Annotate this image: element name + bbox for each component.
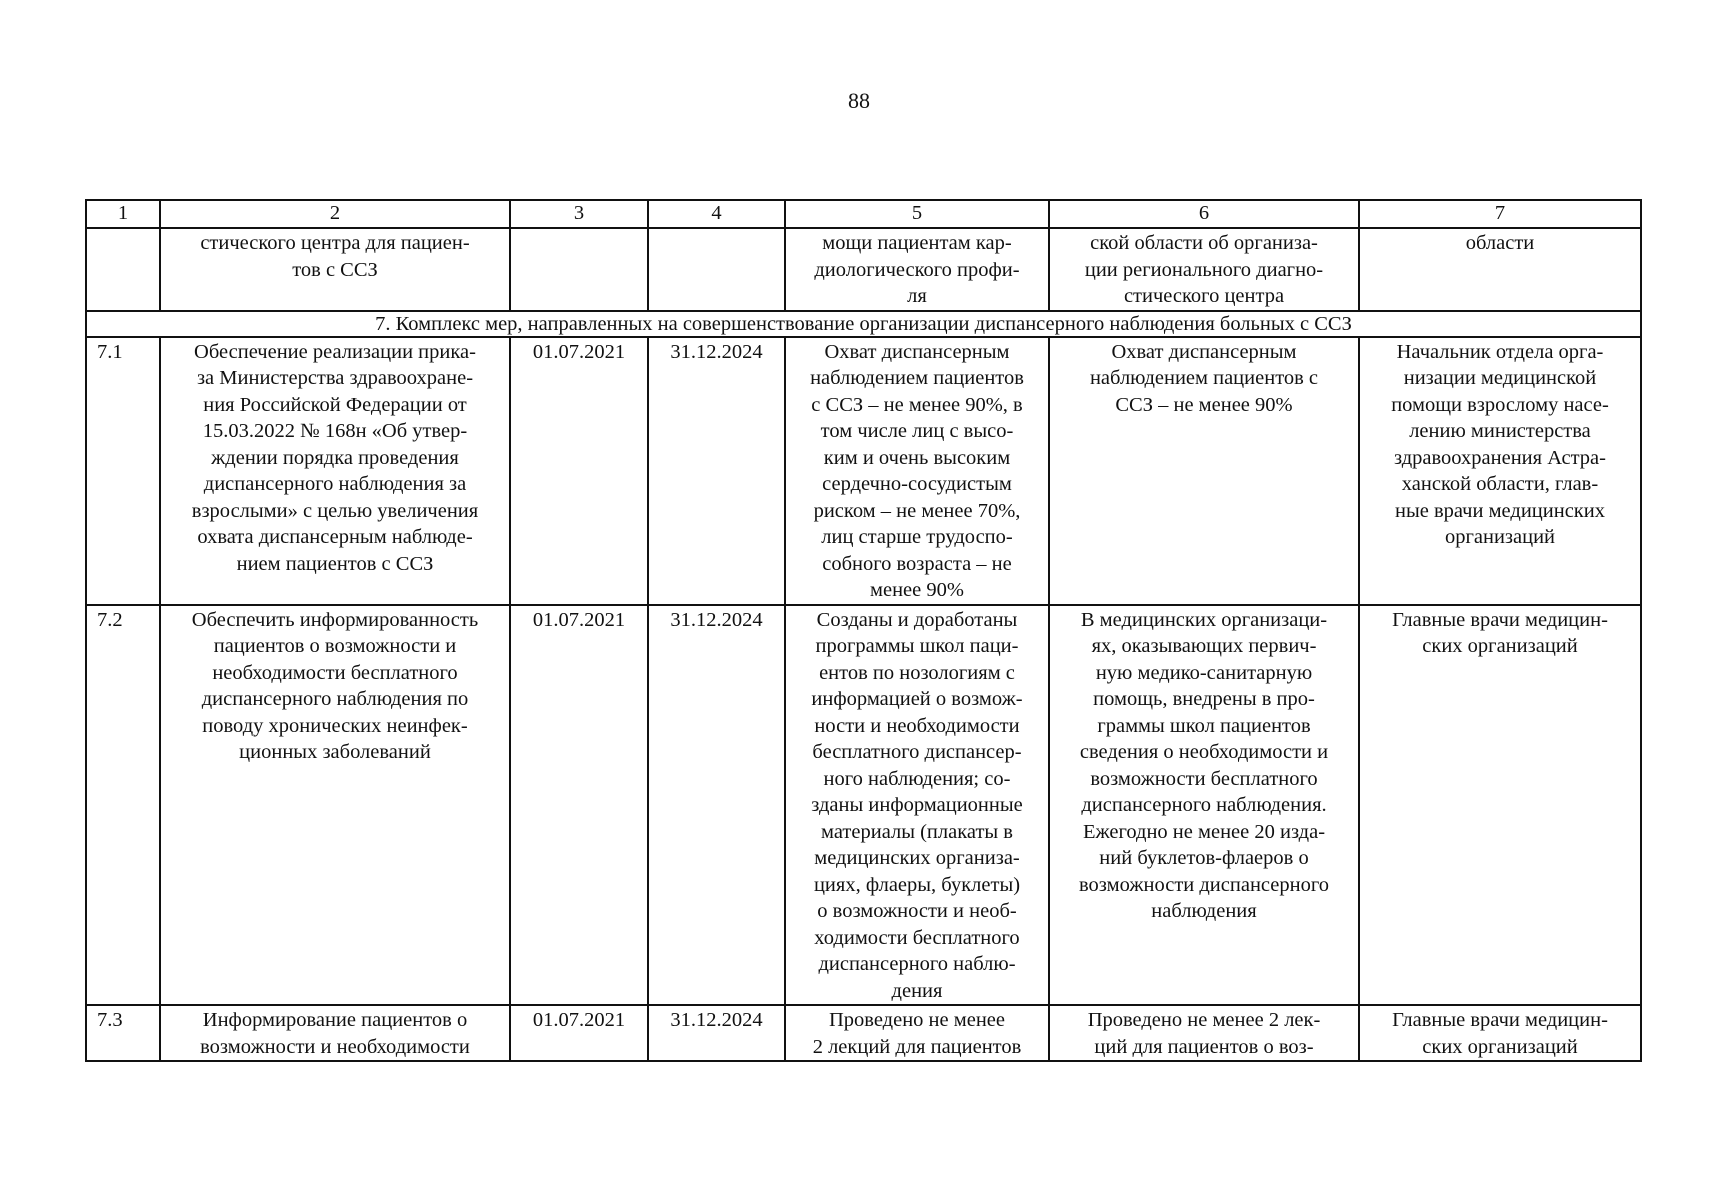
indicator-cell: Охват диспансерным наблюдением пациентов с ССЗ – не менее 90%: [1049, 337, 1359, 605]
section-heading-row: [86, 311, 1641, 337]
measure-cell: Обеспечить информированность пациентов о возможности и необходимости бесплатного диспансерного наблюдения по поводу хронических неинфек- ционных заболеваний: [160, 605, 510, 1006]
start-date-cell: 01.07.2021: [510, 605, 648, 1006]
measure-cell: Информирование пациентов о возможности и необходимости: [160, 1005, 510, 1061]
measures-table: [85, 199, 1642, 1062]
header-cell: 6: [1049, 200, 1359, 228]
indicator-cell: В медицинских организаци- ях, оказывающих первич- ную медико-санитарную помощь, внедрены в про- граммы школ пациентов сведения о необходимости и возможности бесплатного диспансерного наблюдения. Ежегодно не менее 20 изда- ний буклетов-флаеров о возможности диспансерного наблюдения: [1049, 605, 1359, 1006]
end-date-cell: 31.12.2024: [648, 605, 785, 1006]
table-cell: ской области об организа- ции регионального диагно- стического центра: [1049, 228, 1359, 311]
result-cell: Созданы и доработаны программы школ паци- ентов по нозологиям с информацией о возмож- ности и необходимости бесплатного диспансер- ного наблюдения; со- зданы информационные материалы (плакаты в медицинских организа- циях, флаеры, буклеты) о возможности и необ- ходимости бесплатного диспансерного наблю- дения: [785, 605, 1049, 1006]
table-row: [86, 337, 1641, 605]
measure-cell: Обеспечение реализации прика- за Министерства здравоохране- ния Российской Федерации от 15.03.2022 № 168н «Об утвер- ждении порядка проведения диспансерного наблюдения за взрослыми» с целью увеличения охвата диспансерным наблюде- нием пациентов с ССЗ: [160, 337, 510, 605]
page-number: 88: [848, 88, 870, 113]
end-date-cell: 31.12.2024: [648, 337, 785, 605]
indicator-cell: Проведено не менее 2 лек- ций для пациентов о воз-: [1049, 1005, 1359, 1061]
responsible-cell: Начальник отдела орга- низации медицинской помощи взрослому насе- лению министерства здравоохранения Астра- ханской области, глав- ные врачи медицинских организаций: [1359, 337, 1641, 605]
header-cell: 5: [785, 200, 1049, 228]
start-date-cell: 01.07.2021: [510, 337, 648, 605]
table-cell: [648, 228, 785, 311]
result-cell: Проведено не менее 2 лекций для пациентов: [785, 1005, 1049, 1061]
row-number: 7.3: [86, 1005, 160, 1061]
start-date-cell: 01.07.2021: [510, 1005, 648, 1061]
header-cell: 2: [160, 200, 510, 228]
table-cell: мощи пациентам кар- диологического профи- ля: [785, 228, 1049, 311]
table-cell: стического центра для пациен- тов с ССЗ: [160, 228, 510, 311]
header-cell: 1: [86, 200, 160, 228]
table-cell: [86, 228, 160, 311]
row-number: 7.2: [86, 605, 160, 1006]
section-title: 7. Комплекс мер, направленных на совершенствование организации диспансерного наблюдения больных с ССЗ: [86, 311, 1641, 337]
responsible-cell: Главные врачи медицин- ских организаций: [1359, 1005, 1641, 1061]
table-row: [86, 605, 1641, 1006]
result-cell: Охват диспансерным наблюдением пациентов с ССЗ – не менее 90%, в том числе лиц с высо- ким и очень высоким сердечно-сосудистым риском – не менее 70%, лиц старше трудоспо- собного возраста – не менее 90%: [785, 337, 1049, 605]
header-cell: 7: [1359, 200, 1641, 228]
responsible-cell: Главные врачи медицин- ских организаций: [1359, 605, 1641, 1006]
row-number: 7.1: [86, 337, 160, 605]
table-cell: [510, 228, 648, 311]
header-cell: 4: [648, 200, 785, 228]
continuation-row: [86, 228, 1641, 311]
end-date-cell: 31.12.2024: [648, 1005, 785, 1061]
column-number-header-row: [86, 200, 1641, 228]
table-row: [86, 1005, 1641, 1061]
header-cell: 3: [510, 200, 648, 228]
table-cell: области: [1359, 228, 1641, 311]
